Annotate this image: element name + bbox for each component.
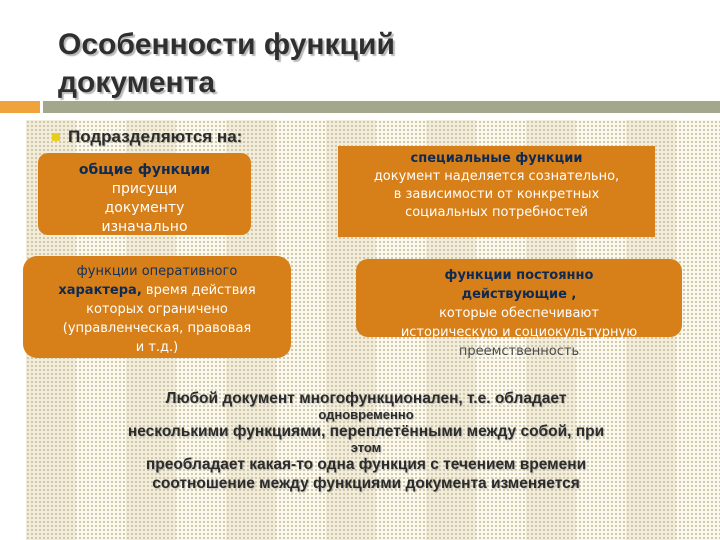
conclusion-line3: преобладает какая-то одна функция с течением времени (145, 456, 587, 473)
operative-line4: и т.д.) (135, 340, 179, 355)
operative-line1 (23, 281, 291, 300)
general-functions-heading: общие функции (78, 162, 211, 178)
slide-title (58, 26, 618, 102)
permanent-line3: преемственность (458, 344, 580, 359)
operative-functions-box (23, 256, 291, 358)
general-functions-line2: документу (104, 200, 185, 216)
conclusion-line1: Любой документ многофункционален, т.е. обладает (165, 390, 567, 407)
conclusion-text (28, 389, 704, 493)
slide-title-line2: документа (58, 66, 216, 99)
subtitle: Подразделяются на: (68, 127, 243, 146)
permanent-functions-box (356, 259, 682, 359)
operative-heading-part2: характера, (58, 283, 142, 298)
operative-line1-rest: время действия (145, 283, 256, 298)
slide-title-line1: Особенности функций (58, 28, 395, 61)
conclusion-line2b: этом (350, 440, 382, 455)
bullet-icon (52, 133, 60, 141)
operative-heading-line (23, 262, 291, 281)
special-functions-box (338, 146, 655, 237)
permanent-heading-line1: функции постоянно (444, 268, 594, 283)
general-functions-line1: присущи (111, 181, 178, 197)
general-functions-box (38, 153, 251, 235)
operative-line3: (управленческая, правовая (62, 321, 252, 336)
special-functions-line1: документ наделяется сознательно, (373, 169, 620, 184)
special-functions-line3: социальных потребностей (405, 205, 588, 220)
general-functions-line3: изначально (101, 219, 188, 235)
permanent-line2: историческую и социокультурную (400, 325, 638, 340)
permanent-heading-line2: действующие , (461, 287, 577, 302)
conclusion-line1b: одновременно (318, 407, 414, 422)
conclusion-line2: несколькими функциями, переплетёнными между собой, при (127, 423, 605, 440)
accent-bar-orange (0, 101, 40, 113)
special-functions-line2: в зависимости от конкретных (393, 187, 600, 202)
special-functions-heading: специальные функции (410, 151, 583, 166)
operative-line2: которых ограничено (86, 302, 228, 317)
operative-heading-part1: функции оперативного (76, 264, 238, 279)
accent-bar-gray (43, 101, 720, 113)
conclusion-line4: соотношение между функциями документа изменяется (152, 475, 580, 492)
permanent-line1: которые обеспечивают (439, 306, 599, 321)
